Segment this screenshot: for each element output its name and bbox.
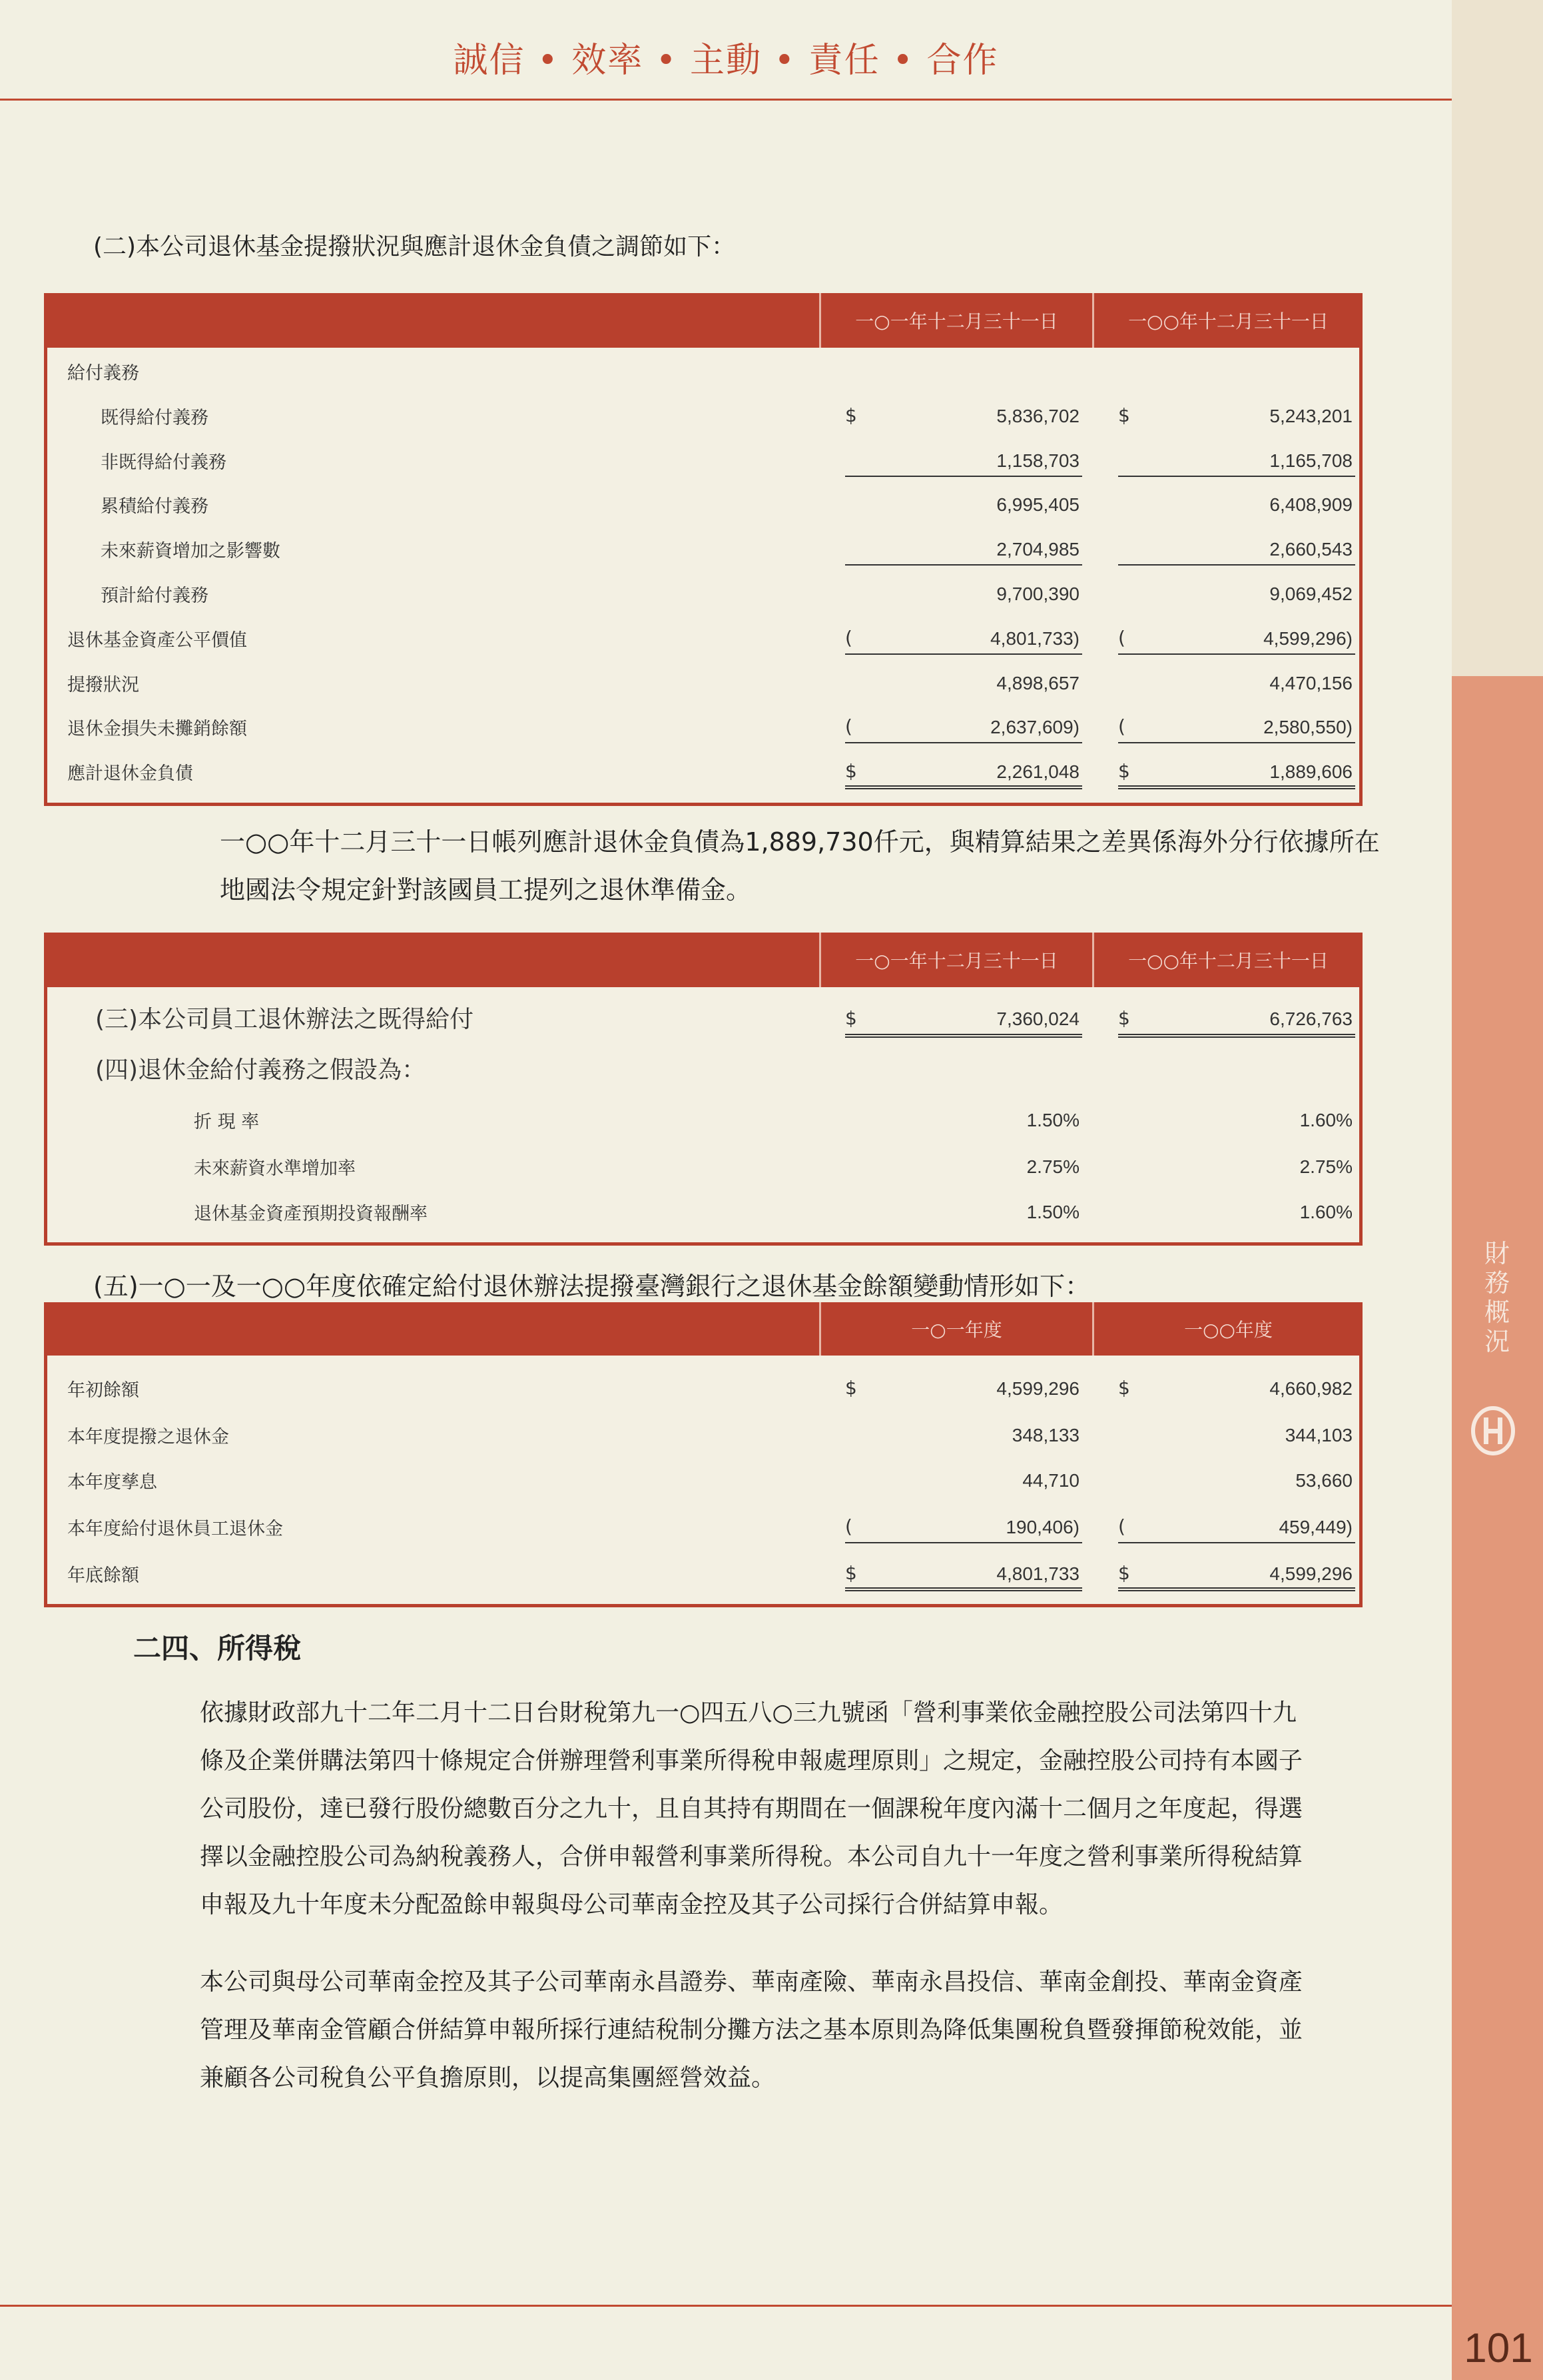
value-2012: 1.50% [1026, 1202, 1080, 1222]
value-2012: 2,637,609) [990, 717, 1080, 737]
section5-title: (五)一○一及一○○年度依確定給付退休辦法提撥臺灣銀行之退休基金餘額變動情形如下： [93, 1272, 1091, 1301]
table-header [44, 933, 1363, 987]
value-2012: 1,158,703 [996, 450, 1080, 471]
currency-symbol: $ [1118, 1562, 1130, 1584]
page-number: 101 [1464, 2325, 1533, 2371]
row-label: 年底餘額 [67, 1565, 139, 1586]
value-2012: 5,836,702 [996, 406, 1080, 426]
table-row [47, 1561, 1359, 1587]
section2-note-line1: 一○○年十二月三十一日帳列應計退休金負債為1,889,730仟元，與精算結果之差異係海外分行依據所在 [220, 827, 1380, 857]
tax-paragraph1-line: 依據財政部九十二年二月十二日台財稅第九一○四五八○三九號函「營利事業依金融控股公司法第四十九 [200, 1699, 1297, 1727]
value-2011: 1,889,606 [1269, 761, 1353, 782]
table-row [47, 536, 1359, 563]
row-label: 退休基金資產預期投資報酬率 [194, 1204, 428, 1224]
footer-rule [0, 2305, 1452, 2307]
table-row [47, 1154, 1359, 1180]
table-row [47, 1376, 1359, 1402]
currency-symbol: ( [845, 1515, 852, 1537]
value-2012: 1.50% [1026, 1110, 1080, 1130]
value-2011: 2,660,543 [1269, 539, 1353, 560]
side-band [1452, 676, 1543, 2380]
row-label: 預計給付義務 [101, 586, 208, 606]
row-label: 未來薪資增加之影響數 [101, 541, 280, 562]
table-row [47, 1199, 1359, 1226]
value-2012: 4,898,657 [996, 673, 1080, 693]
value-2012: 9,700,390 [996, 584, 1080, 604]
value-2011: 53,660 [1295, 1470, 1353, 1491]
row-label: 累積給付義務 [101, 496, 208, 517]
section-label: 財務概況 [1484, 1239, 1510, 1356]
tax-paragraph2-line: 本公司與母公司華南金控及其子公司華南永昌證券、華南產險、華南永昌投信、華南金創投、華南金資產 [200, 1968, 1303, 1996]
table-row [47, 1107, 1359, 1134]
value-2011: 5,243,201 [1269, 406, 1353, 426]
tax-paragraph1-line: 公司股份，達已發行股份總數百分之九十，且自其持有期間在一個課稅年度內滿十二個月之年度起，得選 [200, 1795, 1303, 1822]
row-label: 給付義務 [67, 363, 139, 384]
header-rule [0, 99, 1452, 101]
currency-symbol: $ [845, 1377, 857, 1399]
currency-symbol: ( [845, 715, 852, 737]
value-2012: 2.75% [1026, 1156, 1080, 1177]
underline [845, 742, 1082, 743]
currency-symbol: $ [845, 404, 857, 426]
tax-paragraph1-line: 條及企業併購法第四十條規定合併辦理營利事業所得稅申報處理原則」之規定，金融控股公司持有本國子 [200, 1747, 1303, 1775]
value-2012: 44,710 [1022, 1470, 1080, 1491]
value-2011: 4,470,156 [1269, 673, 1353, 693]
table-row [47, 1467, 1359, 1494]
table-header [44, 1302, 1363, 1356]
table-row [47, 625, 1359, 652]
currency-symbol: $ [845, 760, 857, 782]
tax-heading: 二四、所得稅 [133, 1632, 302, 1665]
underline [1118, 742, 1355, 743]
value-2012: 2,704,985 [996, 539, 1080, 560]
value-2011: 2.75% [1299, 1156, 1353, 1177]
underline [845, 564, 1082, 566]
section2-note-line2: 地國法令規定針對該國員工提列之退休準備金。 [220, 875, 752, 905]
currency-symbol: $ [1118, 404, 1130, 426]
value-2012: 4,599,296 [996, 1378, 1080, 1399]
currency-symbol: $ [845, 1562, 857, 1584]
table-row [47, 759, 1359, 785]
table-row [47, 1514, 1359, 1541]
double-underline [1118, 1034, 1355, 1038]
row-label: 本年度提撥之退休金 [67, 1427, 229, 1447]
col-header-2011: 一○○年十二月三十一日 [1092, 293, 1363, 348]
tax-paragraph1-line: 申報及九十年度未分配盈餘申報與母公司華南金控及其子公司採行合併結算申報。 [200, 1891, 1064, 1918]
currency-symbol: $ [1118, 760, 1130, 782]
tax-paragraph2-line: 兼顧各公司稅負公平負擔原則，以提高集團經營效益。 [200, 2064, 776, 2092]
value-2011: 6,726,763 [1269, 1008, 1353, 1029]
table-row [47, 403, 1359, 430]
double-underline [845, 1034, 1082, 1038]
value-2011: 4,599,296) [1263, 628, 1353, 649]
table-row [47, 1000, 1359, 1034]
row-label: (三)本公司員工退休辦法之既得給付 [95, 1006, 474, 1033]
row-label: 本年度孳息 [67, 1472, 157, 1493]
row-label: 本年度給付退休員工退休金 [67, 1519, 283, 1539]
underline [845, 476, 1082, 477]
value-2011: 6,408,909 [1269, 494, 1353, 515]
double-underline [1118, 785, 1355, 789]
row-label: 應計退休金負債 [67, 763, 193, 784]
currency-symbol: $ [1118, 1377, 1130, 1399]
tax-paragraph1-line: 擇以金融控股公司為納稅義務人，合併申報營利事業所得稅。本公司自九十一年度之營利事業所得稅結算 [200, 1843, 1303, 1870]
vested-benefit-table [44, 933, 1363, 1246]
underline [845, 653, 1082, 655]
header-motto: 誠信 • 效率 • 主動 • 責任 • 合作 [453, 41, 999, 81]
pension-fund-balance-table [44, 1302, 1363, 1607]
value-2012: 2,261,048 [996, 761, 1080, 782]
row-label: 折 現 率 [194, 1112, 260, 1132]
value-2011: 1,165,708 [1269, 450, 1353, 471]
value-2011: 1.60% [1299, 1110, 1353, 1130]
currency-symbol: $ [1118, 1007, 1130, 1029]
value-2012: 4,801,733 [996, 1563, 1080, 1584]
value-2011: 2,580,550) [1263, 717, 1353, 737]
value-2012: 6,995,405 [996, 494, 1080, 515]
table-row [47, 358, 1359, 385]
value-2011: 4,660,982 [1269, 1378, 1353, 1399]
value-2012: 4,801,733) [990, 628, 1080, 649]
value-2011: 4,599,296 [1269, 1563, 1353, 1584]
table-row [47, 670, 1359, 697]
underline [845, 1542, 1082, 1543]
row-label: 既得給付義務 [101, 408, 208, 428]
value-2012: 348,133 [1012, 1425, 1080, 1445]
currency-symbol: ( [845, 627, 852, 649]
row-label: 非既得給付義務 [101, 452, 226, 473]
value-2012: 7,360,024 [996, 1008, 1080, 1029]
double-underline [845, 785, 1082, 789]
section2-title: (二)本公司退休基金提撥狀況與應計退休金負債之調節如下： [93, 233, 736, 260]
tax-paragraph2-line: 管理及華南金管顧合併結算申報所採行連結稅制分攤方法之基本原則為降低集團稅負暨發揮節稅效能，並 [200, 2016, 1303, 2044]
value-2011: 344,103 [1285, 1425, 1353, 1445]
currency-symbol: ( [1118, 715, 1125, 737]
currency-symbol: ( [1118, 627, 1125, 649]
col-header-2011: 一○○年十二月三十一日 [1092, 933, 1363, 987]
retirement-reconciliation-table [44, 293, 1363, 806]
side-band-top [1452, 0, 1543, 676]
col-header-2012: 一○一年十二月三十一日 [819, 293, 1092, 348]
table-row [47, 581, 1359, 607]
double-underline [845, 1587, 1082, 1591]
underline [1118, 564, 1355, 566]
value-2011: 459,449) [1279, 1517, 1353, 1537]
double-underline [1118, 1587, 1355, 1591]
col-header-2012: 一○一年度 [819, 1302, 1092, 1356]
value-2011: 1.60% [1299, 1202, 1353, 1222]
value-2012: 190,406) [1006, 1517, 1080, 1537]
row-label: 年初餘額 [67, 1380, 139, 1401]
row-label: 未來薪資水準增加率 [194, 1158, 356, 1179]
currency-symbol: $ [845, 1007, 857, 1029]
value-2011: 9,069,452 [1269, 584, 1353, 604]
table-row [47, 1422, 1359, 1449]
bank-logo-icon [1470, 1405, 1516, 1456]
underline [1118, 476, 1355, 477]
underline [1118, 1542, 1355, 1543]
table-row [47, 492, 1359, 518]
table-row [47, 714, 1359, 741]
row-label: 提撥狀況 [67, 675, 139, 695]
col-header-2012: 一○一年十二月三十一日 [819, 933, 1092, 987]
underline [1118, 653, 1355, 655]
row-label: 退休基金資產公平價值 [67, 630, 247, 651]
col-header-2011: 一○○年度 [1092, 1302, 1363, 1356]
table-header [44, 293, 1363, 348]
row-label: (四)退休金給付義務之假設為： [95, 1056, 426, 1084]
currency-symbol: ( [1118, 1515, 1125, 1537]
row-label: 退休金損失未攤銷餘額 [67, 719, 247, 739]
table-row [47, 1051, 1359, 1084]
table-row [47, 448, 1359, 474]
